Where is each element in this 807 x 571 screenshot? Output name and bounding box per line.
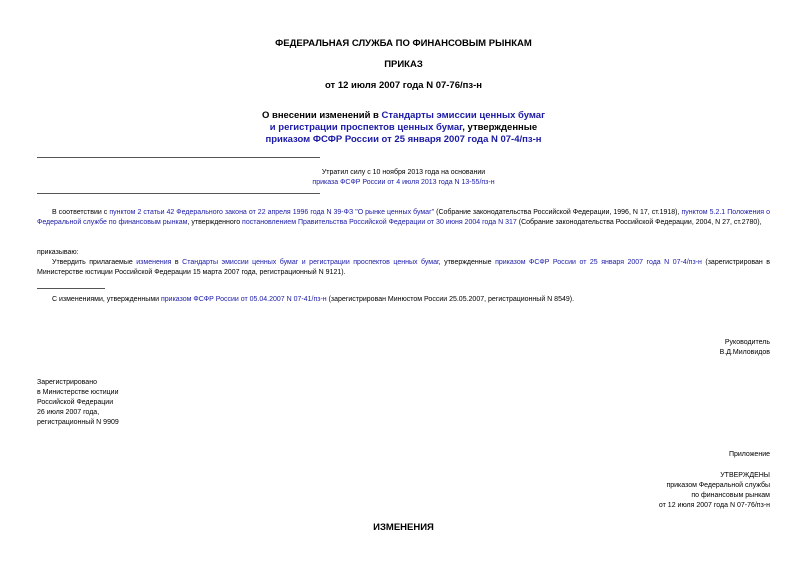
registration-line: Российской Федерации [37, 399, 114, 406]
title-text-approved: , утвержденные [462, 122, 538, 133]
status-link[interactable]: приказа ФСФР России от 4 июля 2013 года N 13-55/пз-н [312, 179, 495, 186]
approval-line: УТВЕРЖДЕНЫ [720, 472, 770, 479]
footnote-text: (зарегистрирован Минюстом России 25.05.2007, регистрационный N 8549). [326, 296, 575, 303]
preamble-link-regulation[interactable]: пунктом 5.2.1 Положения о Федеральной службе по финансовым рынкам [37, 209, 770, 226]
preamble-text: (Собрание законодательства Российской Федерации, 2004, N 27, ст.2780), [516, 219, 762, 226]
order-paragraph [37, 258, 770, 278]
preamble-text: (Собрание законодательства Российской Федерации, 1996, N 17, ст.1918), [434, 209, 682, 216]
preamble-text: В соответствии с [52, 209, 110, 216]
footnote-text: С изменениями, утвержденными [52, 296, 161, 303]
agency-heading: ФЕДЕРАЛЬНАЯ СЛУЖБА ПО ФИНАНСОВЫМ РЫНКАМ [275, 38, 532, 49]
doc-type-heading: ПРИКАЗ [384, 59, 423, 70]
order-text: Утвердить прилагаемые [52, 259, 137, 266]
order-text: (зарегистрирован в Министерстве юстиции Российской Федерации 15 марта 2007 года, регистрационный N 9121). [37, 259, 770, 276]
order-word: приказываю: [37, 249, 79, 256]
section-title: ИЗМЕНЕНИЯ [373, 522, 434, 533]
status-notice [0, 168, 807, 188]
footnote-link[interactable]: приказом ФСФР России от 05.04.2007 N 07-41/пз-н [161, 296, 327, 303]
preamble-link-law[interactable]: пунктом 2 статьи 42 Федерального закона от 22 апреля 1996 года N 39-ФЗ "О рынке ценных бумаг" [109, 209, 435, 216]
divider [37, 193, 320, 194]
registration-line: регистрационный N 9909 [37, 419, 119, 426]
registration-line: Зарегистрировано [37, 379, 97, 386]
status-text: Утратил силу с 10 ноября 2013 года на основании [321, 169, 486, 176]
order-link-changes[interactable]: изменения [136, 259, 172, 266]
order-link-prior-order[interactable]: приказом ФСФР России от 25 января 2007 года N 07-4/пз-н [495, 259, 702, 266]
footnote-divider [37, 288, 105, 289]
preamble-paragraph [37, 208, 770, 228]
registration-block [37, 378, 119, 428]
preamble-link-decree[interactable]: постановлением Правительства Российской Федерации от 30 июня 2004 года N 317 [242, 219, 517, 226]
title-link-order[interactable]: приказом ФСФР России от 25 января 2007 года N 07-4/пз-н [265, 134, 542, 145]
appendix-approval [659, 471, 770, 511]
signature-block [720, 338, 770, 358]
order-text: в [171, 259, 183, 266]
appendix-label: Приложение [728, 451, 770, 458]
divider [37, 157, 320, 158]
signature-name: В.Д.Миловидов [719, 349, 770, 356]
approval-line: от 12 июля 2007 года N 07-76/пз-н [658, 502, 770, 509]
signature-role: Руководитель [724, 339, 770, 346]
title-text: О внесении изменений в [261, 110, 382, 121]
registration-line: 26 июля 2007 года, [37, 409, 100, 416]
preamble-text: , утвержденного [187, 219, 243, 226]
approval-line: по финансовым рынкам [691, 492, 770, 499]
order-text: , утвержденные [438, 259, 496, 266]
order-link-standards[interactable]: Стандарты эмиссии ценных бумаг и регистрации проспектов ценных бумаг [182, 259, 439, 266]
footnote [52, 295, 574, 305]
doc-title [0, 110, 807, 146]
doc-date: от 12 июля 2007 года N 07-76/пз-н [324, 80, 483, 91]
approval-line: приказом Федеральной службы [666, 482, 770, 489]
title-link-standards[interactable]: Стандарты эмиссии ценных бумаг [381, 110, 546, 121]
registration-line: в Министерстве юстиции [37, 389, 119, 396]
title-link-standards-cont[interactable]: и регистрации проспектов ценных бумаг [269, 122, 463, 133]
